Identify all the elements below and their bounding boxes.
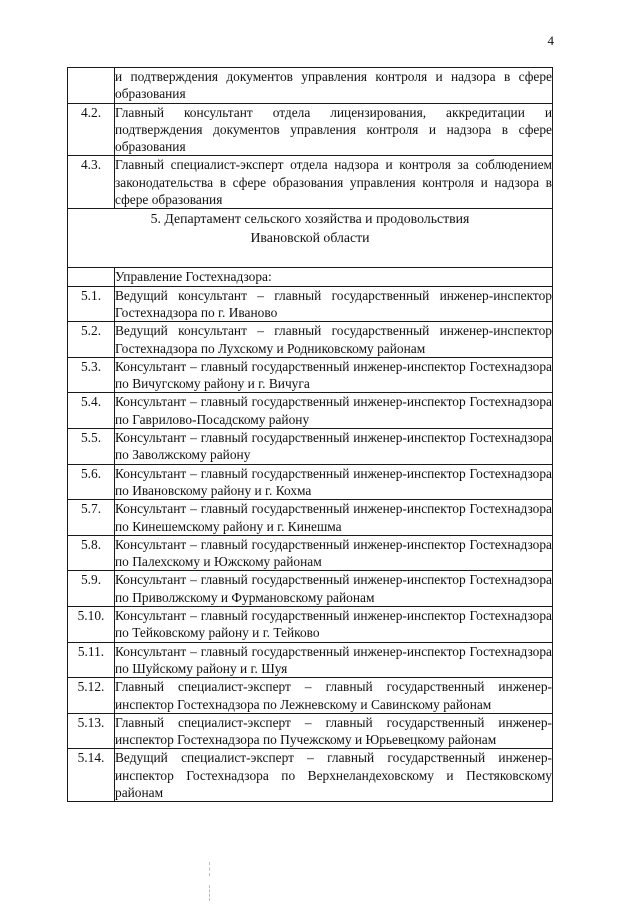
section-title-line-2: Ивановской области <box>250 230 370 246</box>
row-text: Консультант – главный государственный инженер-инспектор Гостехнадзора по Тейковскому району и г. Тейково <box>115 608 552 641</box>
table-row <box>68 156 553 209</box>
row-number: 5.11. <box>68 642 115 678</box>
row-text: Консультант – главный государственный инженер-инспектор Гостехнадзора по Приволжскому и Фурмановскому районам <box>115 572 552 605</box>
row-number: 5.1. <box>68 286 115 322</box>
section-heading <box>68 209 553 268</box>
page-number: 4 <box>547 33 554 48</box>
row-number: 5.13. <box>68 713 115 749</box>
table-row <box>68 322 553 358</box>
row-number: 5.8. <box>68 535 115 571</box>
row-number: 5.4. <box>68 393 115 429</box>
row-text: Консультант – главный государственный инженер-инспектор Гостехнадзора по Палехскому и Южскому районам <box>115 536 552 570</box>
row-number: 5.14. <box>68 749 115 802</box>
row-text: Главный консультант отдела лицензирования, аккредитации и подтверждения документов управления контроля и надзора в сфере образования <box>115 104 552 155</box>
row-text: Главный специалист-эксперт отдела надзора и контроля за соблюдением законодательства в сфере образования управления контроля и надзора в сфере образования <box>115 157 552 208</box>
section-title-line-1: 5. Департамент сельского хозяйства и продовольствия <box>150 211 470 227</box>
table-row <box>68 500 553 536</box>
table-row <box>68 429 553 465</box>
row-number: 5.9. <box>68 571 115 607</box>
row-text: Консультант – главный государственный инженер-инспектор Гостехнадзора по Шуйскому району и г. Шуя <box>115 643 552 676</box>
subheading-text: Управление Гостехнадзора: <box>115 268 553 286</box>
row-number: 4.3. <box>68 156 115 209</box>
positions-table-body <box>68 68 553 802</box>
table-row <box>68 464 553 500</box>
table-row <box>68 713 553 749</box>
row-number: 5.3. <box>68 357 115 393</box>
row-text: Консультант – главный государственный инженер-инспектор Гостехнадзора по Гаврилово-Посадскому району <box>115 394 552 427</box>
row-text: Главный специалист-эксперт – главный государственный инженер-инспектор Гостехнадзора по Лежневскому и Савинскому районам <box>115 679 552 712</box>
row-text: Главный специалист-эксперт – главный государственный инженер-инспектор Гостехнадзора по Пучежскому и Юрьевецкому районам <box>115 714 552 748</box>
row-number: 5.6. <box>68 464 115 500</box>
table-row <box>68 678 553 714</box>
table-row <box>68 535 553 571</box>
row-number <box>68 68 115 104</box>
scan-cut-mark <box>209 885 210 901</box>
row-number: 4.2. <box>68 103 115 156</box>
table-row <box>68 103 553 156</box>
table-row <box>68 286 553 322</box>
row-number: 5.10. <box>68 607 115 643</box>
row-number: 5.5. <box>68 429 115 465</box>
scan-cut-mark <box>209 862 210 876</box>
row-text: Консультант – главный государственный инженер-инспектор Гостехнадзора по Ивановскому району и г. Кохма <box>115 465 552 498</box>
table-row <box>68 268 553 286</box>
row-number: 5.12. <box>68 678 115 714</box>
row-text: Консультант – главный государственный инженер-инспектор Гостехнадзора по Заволжскому району <box>115 430 552 463</box>
positions-table <box>67 67 553 802</box>
row-number: 5.7. <box>68 500 115 536</box>
table-row <box>68 607 553 643</box>
table-row <box>68 393 553 429</box>
table-row <box>68 68 553 104</box>
row-text: Ведущий консультант – главный государственный инженер-инспектор Гостехнадзора по Лухскому и Родниковскому районам <box>115 323 552 356</box>
row-number <box>68 268 115 286</box>
row-text: Ведущий консультант – главный государственный инженер-инспектор Гостехнадзора по г. Иваново <box>115 287 552 320</box>
row-text: Консультант – главный государственный инженер-инспектор Гостехнадзора по Вичугскому району и г. Вичуга <box>115 358 552 392</box>
section-heading-row <box>68 209 553 268</box>
table-row <box>68 571 553 607</box>
table-row <box>68 357 553 393</box>
row-number: 5.2. <box>68 322 115 358</box>
row-text: Ведущий специалист-эксперт – главный государственный инженер-инспектор Гостехнадзора по Верхнеландеховскому и Пестяковскому районам <box>115 750 552 800</box>
table-row <box>68 642 553 678</box>
table-row <box>68 749 553 802</box>
row-text: Консультант – главный государственный инженер-инспектор Гостехнадзора по Кинешемскому району и г. Кинешма <box>115 501 552 534</box>
row-text: и подтверждения документов управления контроля и надзора в сфере образования <box>115 69 552 102</box>
